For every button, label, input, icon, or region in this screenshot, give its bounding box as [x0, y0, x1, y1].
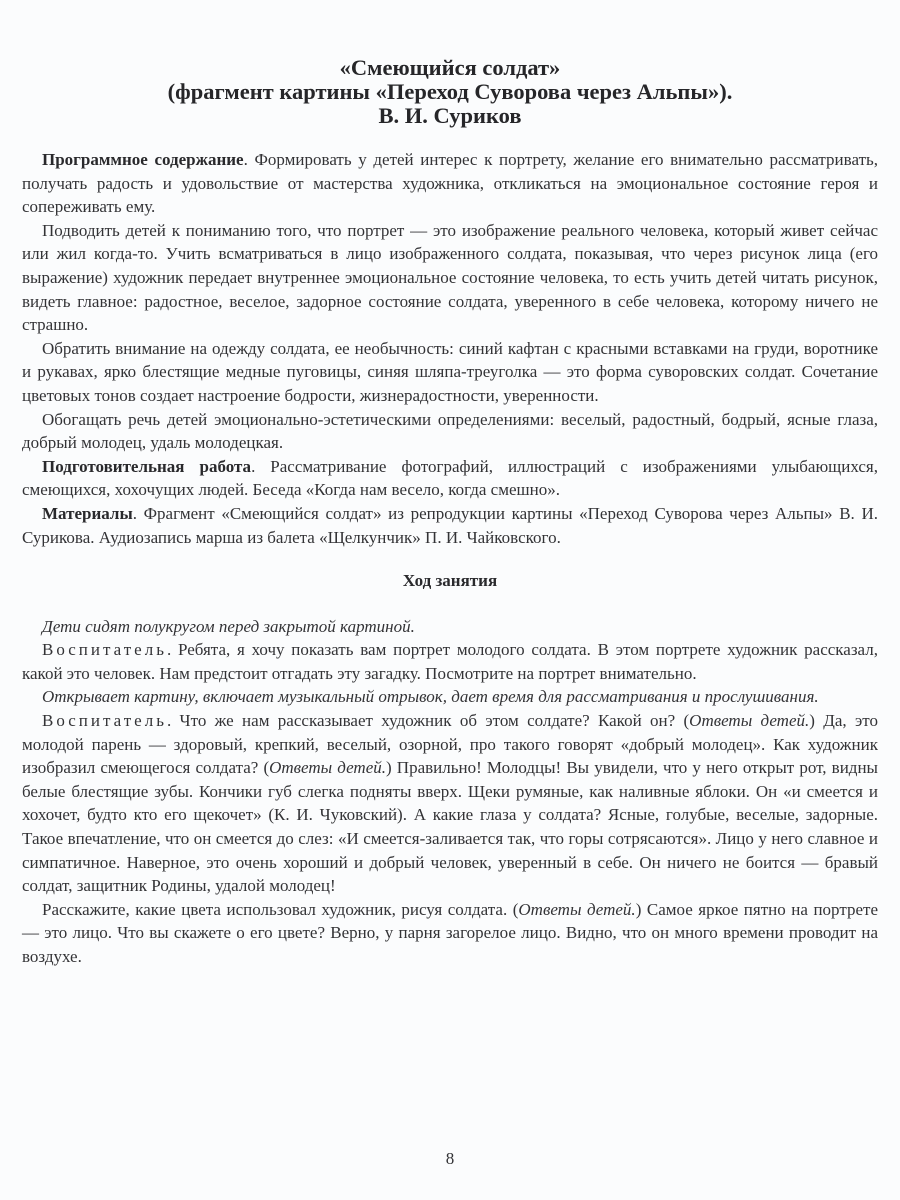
teacher-discussion-text-a: . Что же нам рассказывает художник об этом солдате? Какой он? ( [166, 711, 690, 731]
paragraph-clothing: Обратить внимание на одежду солдата, ее необычность: синий кафтан с красными вставками на груди, воротнике и рукавах, ярко блестящие медные пуговицы, синяя шляпа-треуголка — это форма суворовских солдат. Сочетание цветовых тонов создает настроение бодрости, жизнерадостности, уверенности. [22, 338, 878, 405]
paragraph-portrait-understanding: Подводить детей к пониманию того, что портрет — это изображение реального человека, который живет сейчас или жил когда-то. Учить всматриваться в лицо изображенного солдата, показывая, что через рисунок лица (его выражение) художник передает внутреннее эмоциональное состояние человека, то есть учить детей читать рисунок, видеть главное: радостное, веселое, задорное состояние солдата, уверенного в себе человека, которому ничего не страшно. [22, 220, 878, 335]
section-title-lesson-flow: Ход занятия [402, 571, 498, 591]
lesson-body [22, 148, 878, 969]
title-line-artist: В. И. Суриков [378, 103, 522, 128]
paragraph-materials [22, 502, 878, 549]
paragraph-preparatory-work [22, 455, 878, 502]
teacher-discussion-text-b: ) Да, это молодой парень — здоровый, крепкий, веселый, озорной, про такого говорят «добрый молодец». Как художник изобразил смеющегося солдата? ( [22, 711, 879, 778]
materials-text: . Фрагмент «Смеющийся солдат» из репродукции картины «Переход Суворова через Альпы» В. И. Сурикова. Аудиозапись марша из балета «Щелкунчик» П. И. Чайковского. [22, 503, 878, 547]
colors-text-b: ) Самое яркое пятно на портрете — это лицо. Что вы скажете о его цвете? Верно, у парня загорелое лицо. Видно, что он много времени проводит на воздухе. [22, 899, 878, 966]
children-answers-note: Ответы детей. [269, 758, 386, 778]
colors-text-a: Расскажите, какие цвета использовал художник, рисуя солдата. ( [42, 899, 519, 919]
stage-direction-reveal: Открывает картину, включает музыкальный отрывок, дает время для рассматривания и прослушивания. [42, 687, 819, 707]
title-line-source-painting: (фрагмент картины «Переход Суворова через Альпы»). [167, 79, 733, 104]
program-content-text: . Формировать у детей интерес к портрету, желание его внимательно рассматривать, получать радость и удовольствие от мастерства художника, откликаться на эмоциональное состояние героя и сопереживать ему. [22, 150, 879, 217]
paragraph-teacher-intro [22, 638, 878, 685]
paragraph-program-content [22, 148, 878, 219]
paragraph-vocabulary: Обогащать речь детей эмоционально-эстетическими определениями: веселый, радостный, бодрый, ясные глаза, добрый молодец, удаль молодецкая. [22, 409, 878, 453]
speaker-teacher: Воспитатель [42, 711, 167, 731]
stage-direction-seating: Дети сидят полукругом перед закрытой картиной. [42, 616, 415, 636]
paragraph-colors [22, 898, 878, 969]
materials-lead: Материалы [42, 503, 133, 523]
paragraph-teacher-discussion [22, 709, 878, 898]
preparatory-work-lead: Подготовительная работа [42, 456, 252, 476]
page-number: 8 [445, 1149, 455, 1168]
title-line-painting-fragment: «Смеющийся солдат» [339, 55, 561, 80]
children-answers-note: Ответы детей. [689, 711, 810, 731]
teacher-discussion-text-c: ) Правильно! Молодцы! Вы увидели, что у него открыт рот, видны белые блестящие зубы. Кончики губ слегка подняты вверх. Щеки румяные, как наливные яблоки. Он «и смеется и хохочет, будто кто его щекочет» (К. И. Чуковский). А какие глаза у солдата? Ясные, голубые, веселые, задорные. Такое впечатление, что он смеется до слез: «И смеется-заливается так, что горы сотрясаются». Лицо у него славное и симпатичное. Наверное, это очень хороший и добрый человек, уверенный в себе. Он ничего не боится — бравый солдат, защитник Родины, удалой молодец! [22, 758, 878, 896]
preparatory-work-text: . Рассматривание фотографий, иллюстраций с изображениями улыбающихся, смеющихся, хохочущих людей. Беседа «Когда нам весело, когда смешно». [22, 456, 878, 500]
program-content-lead: Программное содержание [42, 150, 244, 169]
teacher-intro-text: . Ребята, я хочу показать вам портрет молодого солдата. В этом портрете художник рассказал, какой это человек. Нам предстоит отгадать эту загадку. Посмотрите на портрет внимательно. [22, 640, 878, 683]
lesson-title [22, 56, 878, 128]
speaker-teacher: Воспитатель [42, 640, 167, 660]
children-answers-note: Ответы детей. [518, 899, 636, 919]
